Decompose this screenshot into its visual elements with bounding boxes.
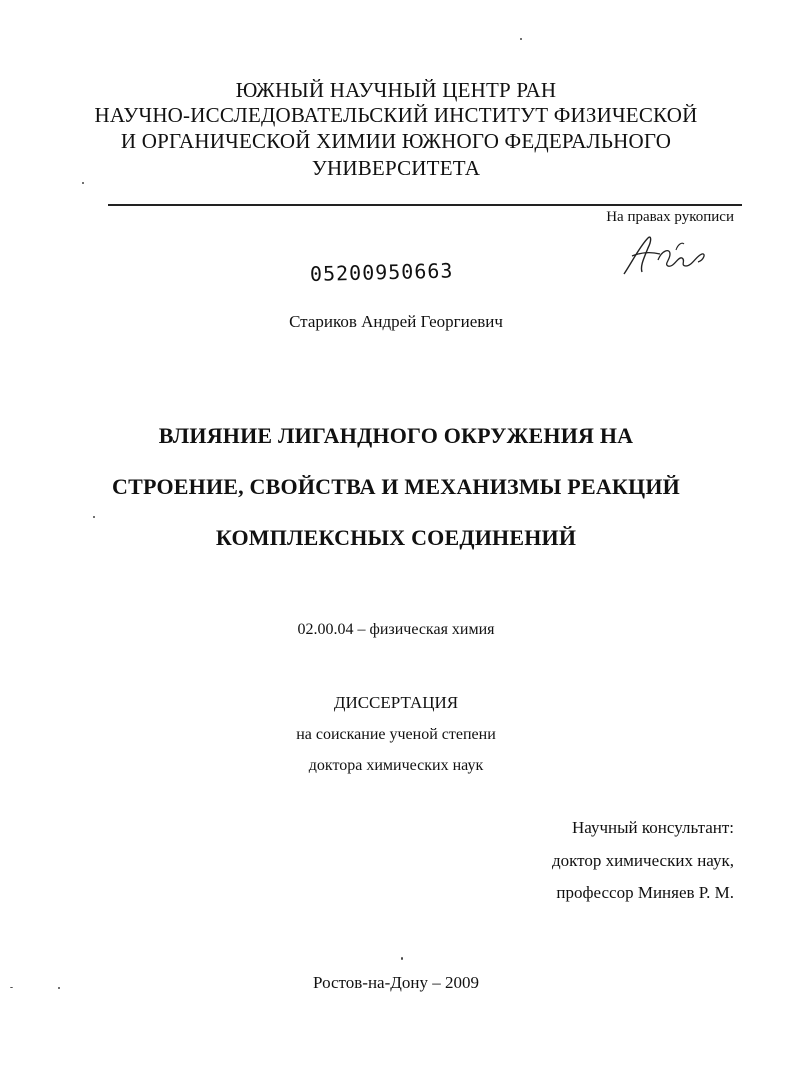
title-line-1: ВЛИЯНИЕ ЛИГАНДНОГО ОКРУЖЕНИЯ НА	[158, 423, 634, 448]
scan-speck	[520, 38, 522, 40]
scan-speck	[401, 957, 403, 960]
dissertation-degree-line-1: на соискание ученой степени	[296, 726, 496, 743]
institution-line-4: УНИВЕРСИТЕТА	[311, 156, 481, 180]
scan-speck	[82, 182, 84, 184]
dissertation-degree-line-2: доктора химических наук	[308, 757, 484, 774]
scan-speck	[58, 987, 60, 989]
institution-line-2: НАУЧНО-ИССЛЕДОВАТЕЛЬСКИЙ ИНСТИТУТ ФИЗИЧЕСКОЙ	[94, 103, 698, 127]
author-name: Стариков Андрей Георгиевич	[289, 312, 503, 331]
consultant-degree: доктор химических наук,	[551, 851, 734, 870]
institution-line-3: И ОРГАНИЧЕСКОЙ ХИМИИ ЮЖНОГО ФЕДЕРАЛЬНОГО	[120, 129, 672, 153]
consultant-name: профессор Миняев Р. М.	[556, 883, 734, 902]
scan-speck	[10, 987, 13, 988]
header-divider	[108, 204, 742, 206]
specialty-code: 02.00.04 – физическая химия	[297, 621, 495, 638]
dissertation-heading: ДИССЕРТАЦИЯ	[333, 693, 459, 712]
place-and-year: Ростов-на-Дону – 2009	[313, 973, 479, 992]
serial-number: 05200950663	[309, 258, 454, 286]
handwritten-signature	[618, 232, 710, 278]
title-line-3: КОМПЛЕКСНЫХ СОЕДИНЕНИЙ	[215, 525, 577, 550]
rights-note: На правах рукописи	[606, 209, 734, 225]
title-line-2: СТРОЕНИЕ, СВОЙСТВА И МЕХАНИЗМЫ РЕАКЦИЙ	[112, 474, 680, 499]
consultant-label: Научный консультант:	[572, 818, 734, 837]
scan-speck	[93, 516, 95, 518]
institution-line-1: ЮЖНЫЙ НАУЧНЫЙ ЦЕНТР РАН	[235, 78, 557, 102]
